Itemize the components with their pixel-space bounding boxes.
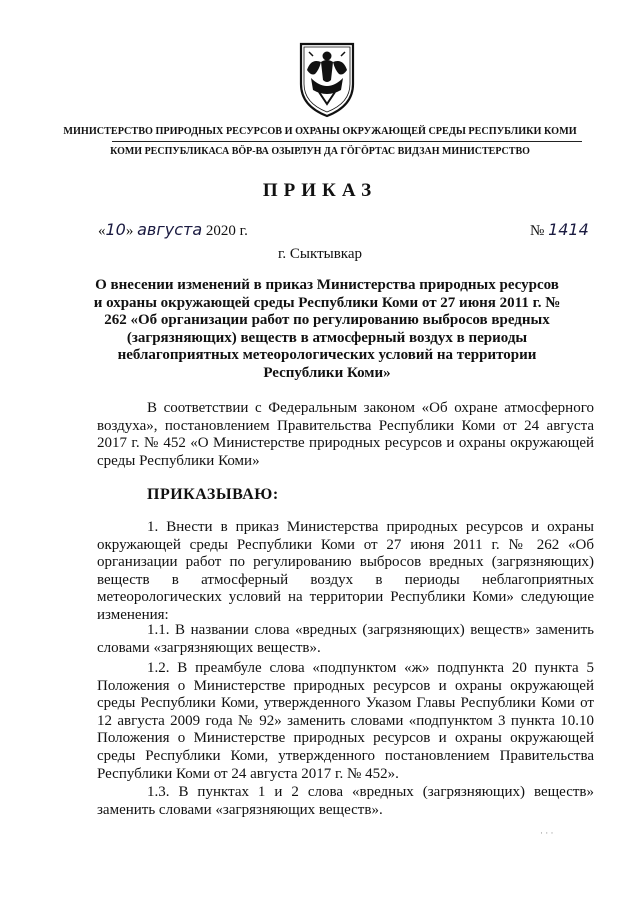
- item-1-paragraph: 1. Внести в приказ Министерства природных ресурсов и охраны окружающей среды Республики Коми от 27 июня 2011 г. № 262 «Об организации работ по регулированию выбросов вредных (загрязняющих) веществ в атмосферный воздух в периоды неблагоприятных метеорологических условий на территории Республики Коми» следующие изменения:: [97, 519, 594, 623]
- komi-coat-of-arms-icon: [295, 40, 359, 118]
- preamble-paragraph: В соответствии с Федеральным законом «Об охране атмосферного воздуха», постановлением Правительства Республики Коми от 24 августа 2017 г. № 452 «О Министерстве природных ресурсов и охраны окружающей среды Республики Коми»: [97, 400, 594, 469]
- document-subject: О внесении изменений в приказ Министерства природных ресурсов и охраны окружающей среды Республики Коми от 27 июня 2011 г. № 262 «Об организации работ по регулированию выбросов вредных (загрязняющих) веществ в атмосферный воздух в периоды неблагоприятных метеорологических условий на территории Республики Коми»: [93, 277, 561, 381]
- number-label: №: [530, 223, 549, 239]
- ministry-name-komi: КОМИ РЕСПУБЛИКАСА ВӦР-ВА ОЗЫРЛУН ДА ГӦГӦРТАС ВИДЗАН МИНИСТЕРСТВО: [110, 146, 530, 157]
- date-year: 2020 г.: [202, 223, 248, 239]
- order-heading: ПРИКАЗЫВАЮ:: [147, 486, 279, 503]
- margin-pencil-mark: · · ·: [540, 828, 554, 838]
- ministry-name-russian: МИНИСТЕРСТВО ПРИРОДНЫХ РЕСУРСОВ И ОХРАНЫ ОКРУЖАЮЩЕЙ СРЕДЫ РЕСПУБЛИКИ КОМИ: [63, 126, 577, 137]
- date-open-quote: «: [98, 223, 106, 239]
- date-close-quote: »: [125, 223, 134, 239]
- header-divider: [112, 141, 582, 142]
- date-day-handwritten: 10: [105, 220, 126, 239]
- item-1-2-paragraph: 1.2. В преамбуле слова «подпунктом «ж» подпункта 20 пункта 5 Положения о Министерстве природных ресурсов и охраны окружающей среды Республики Коми, утвержденного Указом Главы Республики Коми от 12 августа 2009 года № 92» заменить словами «подпунктом 3 пункта 10.10 Положения о Министерстве природных ресурсов и охраны окружающей среды Республики Коми, утвержденного постановлением Правительства Республики Коми от 24 августа 2017 г. № 452».: [97, 660, 594, 782]
- document-date: [98, 220, 248, 240]
- document-type-title: ПРИКАЗ: [262, 180, 378, 201]
- date-month-handwritten: августа: [137, 220, 203, 239]
- item-1-3-paragraph: 1.3. В пунктах 1 и 2 слова «вредных (загрязняющих) веществ» заменить словами «загрязняющих веществ».: [97, 784, 594, 818]
- number-handwritten: 1414: [548, 220, 589, 239]
- document-number: [530, 220, 589, 240]
- document-city: г. Сыктывкар: [277, 246, 363, 262]
- item-1-1-paragraph: 1.1. В названии слова «вредных (загрязняющих) веществ» заменить словами «загрязняющих веществ».: [97, 622, 594, 656]
